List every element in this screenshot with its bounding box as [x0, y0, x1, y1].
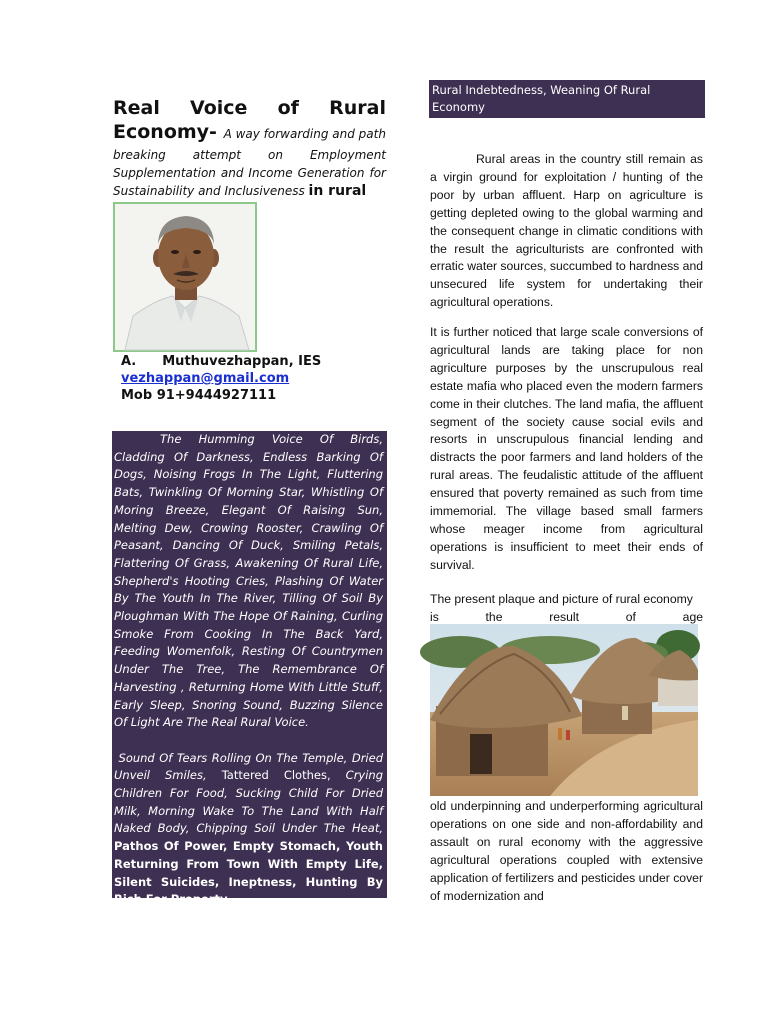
subtitle-end: in rural [308, 183, 367, 199]
section-header-italic: Yet Another Reality Of Rural Life [455, 117, 641, 131]
section-header-box [429, 80, 705, 131]
title-word: Rural [329, 97, 386, 119]
body-paragraph-2 [430, 324, 703, 575]
body-text: old underpinning and underperforming agricultural operations on one side and non-affordability and assault on rural economy with the aggressive agricultural operations coupled with extensive application of fertilizers and pesticides under cover of modernization and [430, 799, 704, 903]
title-word: Voice [190, 97, 248, 119]
section-header-plain: Are [432, 117, 452, 131]
body-text: Rural areas in the country still remain as a virgin ground for exploitation / hunting of the poor by urban affluent. Harp on agriculture is getting depleted owing to the global warming and the consequent change in climatic conditions with the result the agriculturists are confronted with erratic water sources, succumbed to hardness and unsecured life system for undertaking their agricultural operations. [430, 152, 703, 310]
poem-text: Sound Of Tears Rolling On The Temple, Dried Unveil Smiles, [114, 750, 383, 783]
author-initial: A. [121, 354, 137, 369]
poem-text-plain: Tattered Clothes, [221, 768, 331, 783]
author-name: Muthuvezhappan, IES [162, 354, 322, 369]
subtitle-start: A way forwarding and path [223, 127, 386, 141]
poem-text: Crying Children For Food, Sucking Child For Dried Milk, Morning Wake To The Land With Half Naked Body, Chipping Soil Under The Heat, [114, 768, 384, 836]
title-word: of [277, 97, 299, 119]
author-mobile: Mob 91+9444927111 [121, 388, 277, 403]
body-text: is the result of age [430, 609, 703, 624]
poem-text-bold: Pathos Of Power, Empty Stomach, Youth Returning From Town With Empty Life, Silent Suicides, Ineptness, Hunting By Rich For Property, [114, 839, 383, 907]
author-portrait-image [115, 204, 255, 350]
poem-paragraph-2 [114, 750, 383, 909]
body-text: It is further noticed that large scale conversions of agricultural lands are taking place for non agriculture purposes by the unscrupulous real estate mafia who placed even the modern farmers come in their clutches. The land mafia, the affluent segment of the society cause social evils and resorts in unscrupulous financial lending and distracts the poor farmers and land holders of the rural areas. The feudalistic attitude of the affluent ensured that poverty remained as such from time immemorial. The village based small farmers whose meager income from agricultural operations is insufficient to meet their ends of survival. [430, 325, 703, 572]
author-name-line [121, 353, 381, 370]
author-photo [113, 202, 257, 352]
author-info [121, 353, 381, 404]
section-header-line2 [432, 116, 702, 133]
subtitle-rest: breaking attempt on Employment Supplementation and Income Generation for Sustainability and Inclusiveness [113, 148, 386, 198]
poem-paragraph-1: The Humming Voice Of Birds, Cladding Of Darkness, Endless Barking Of Dogs, Noising Frogs In The Light, Fluttering Bats, Twinkling Of Morning Star, Whistling Of Moring Breeze, Elegant Of Raising Sun, Melting Dew, Crowing Rooster, Crawling Of Peasant, Dancing Of Duck, Smiling Petals, Flattering Of Grass, Awakening Of Rural Life, Shepherd's Hooting Cries, Plashing Of Water By The Youth In The River, Tilling Of Soil By Ploughman With The Hope Of Raining, Curling Smoke From Cooking In The Back Yard, Feeding Womenfolk, Resting Of Countrymen Under The Tree, The Remembrance Of Harvesting , Returning Home With Little Stuff, Early Sleep, Snoring Sound, Buzzing Silence Of Light Are The Real Rural Voice. [114, 432, 383, 730]
author-email-link[interactable]: vezhappan@gmail.com [121, 371, 290, 386]
village-huts-photo [430, 624, 698, 796]
article-heading [113, 96, 386, 200]
body-paragraph-1 [430, 151, 703, 312]
article-title-line2 [113, 120, 386, 146]
article-title-line1 [113, 96, 386, 120]
section-header-line1: Rural Indebtedness, Weaning Of Rural Economy [432, 83, 651, 114]
village-scene-image [430, 624, 698, 796]
body-paragraph-4 [430, 798, 703, 905]
body-text: The present plaque and picture of rural economy [430, 592, 693, 606]
title-economy: Economy- [113, 121, 217, 143]
title-word: Real [113, 97, 160, 119]
rural-voice-box [112, 431, 387, 907]
article-subtitle [113, 146, 386, 200]
body-paragraph-3 [430, 591, 703, 627]
